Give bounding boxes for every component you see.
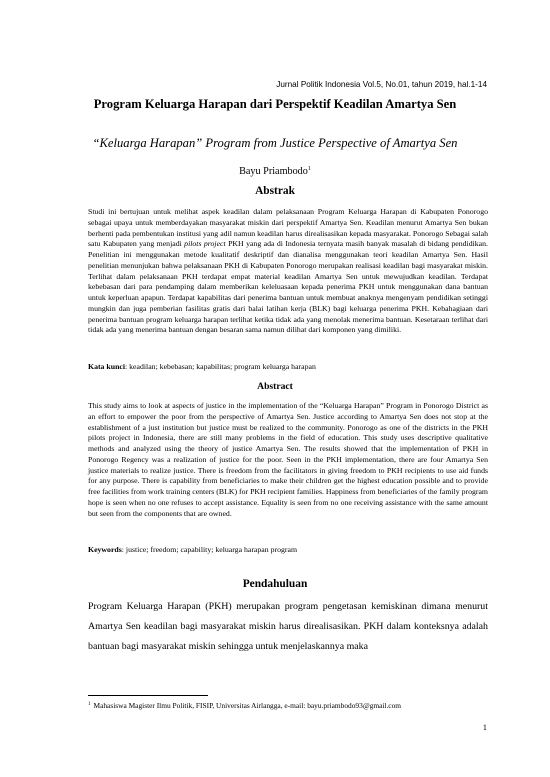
abstrak-text-italic: pilots project: [184, 239, 226, 249]
pendahuluan-heading: Pendahuluan: [242, 578, 308, 590]
pendahuluan-text: Program Keluarga Harapan (PKH) merupakan program pengetasan kemiskinan dimana menurut Amartya Sen keadilan bagi masyarakat miskin harus direalisasikan. PKH dalam konteksnya adalah bantuan bagi masyarakat miskin sehingga untuk menjelaskannya maka: [88, 601, 488, 652]
footnote-mark: 1: [88, 702, 91, 707]
page-number: 1: [482, 722, 487, 732]
footnote: [88, 701, 508, 710]
abstract-keywords-label: Keywords: [88, 545, 122, 554]
abstract-text: This study aims to look at aspects of justice in the implementation of the “Keluarga Harapan” Program in Ponorogo District as an effort to empower the poor from the perspective of Amartya Sen. Justice according to Amartya Sen does not stop at the establishment of a just institution but justice must be realized to the community. Ponorogo as one of the districts in the PKH pilots project in Indonesia, there are still many problems in the field of education. This study uses descriptive qualitative methods and analyzed using the theory of justice Amartya Sen. The results showed that the implementation of PKH in Ponorogo Regency was a realization of justice for the poor. Seen in the PKH implementation, there are four Amartya Sen justice materials to realize justice. There is freedom from the facilitators in giving freedom to PKH recipients to use aid funds for any purpose. There is capability from beneficiaries to make their children get the highest education possible and to provide free facilities from work training centers (BLK) for PKH recipient families. Happiness from beneficiaries of the family program hope is seen when no one refuses to accept assistance. Equality is seen from no one receiving assistance with the same amount but seen from the components that are owned.: [88, 401, 488, 518]
paper-subtitle: “Keluarga Harapan” Program from Justice Perspective of Amartya Sen: [92, 136, 458, 150]
abstrak-text-part-2: PKH yang ada di Indonesia ternyata masih banyak masalah di bidang pendidikan. Penelitian ini menggunakan metode kualitatif deskriptif dan dianalisa menggunakan teori keadilan Amartya Sen. Hasil penelitian menunjukan bahwa pelaksanaan PKH di Kabupaten Ponorogo merupakan realisasi keadilan bagi masyarakat miskin. Terlihat dalam pelaksanaan PKH terdapat empat material keadilan Amartya Sen untuk mewujudkan keadilan. Terdapat kebebasan dari para pendamping dalam memberikan keleluasaan kepada penerima PKH untuk menggunakan dana bantuan untuk keperluan apapun. Terdapat kapabilitas dari penerima bantuan untuk membuat anaknya mengenyam pendidikan setinggi mungkin dan juga pemberian fasilitas gratis dari balai latihan kerja (BLK) bagi keluarga penerima PKH. Kebahagiaan dari penerima bantuan program keluarga harapan terlihat ketika tidak ada yang menolak menerima bantuan. Kesetaraan terlihat dari tidak ada yang menerima bantuan dengan besaran sama namun dilihat dari komponen yang dimiliki.: [88, 239, 488, 335]
abstrak-keywords-label: Kata kunci: [88, 362, 126, 371]
abstract-keywords-values: : justice; freedom; capability; keluarga harapan program: [121, 545, 298, 554]
abstrak-text-part-1: Studi ini bertujuan untuk melihat aspek keadilan dalam pelaksanaan Program Keluarga Harapan di Kabupaten Ponorogo sebagai upaya untuk memberdayakan masyarakat miskin dari perspektif Amartya Sen. Keadilan menurut Amartya Sen bukan berhenti pada pembentukan institusi yang adil namun keadilan harus direalisasikan kepada masyarakat. Ponorogo Sebagai salah satu Kabupaten yang menjadi: [88, 207, 488, 249]
abstrak-keywords-values: : keadilan; kebebasan; kapabilitas; program keluarga harapan: [125, 362, 316, 371]
footnote-divider: [88, 695, 208, 696]
journal-header: Jurnal Politik Indonesia Vol.5, No.01, tahun 2019, hal.1-14: [276, 80, 487, 89]
abstrak-text: [88, 207, 488, 336]
abstract-heading: Abstract: [257, 381, 293, 392]
paper-title: Program Keluarga Harapan dari Perspektif Keadilan Amartya Sen: [93, 97, 457, 111]
author-footnote-mark: 1: [307, 166, 311, 172]
author-line: [0, 166, 550, 177]
footnote-text: Mahasiswa Magister Ilmu Politik, FISIP, Universitas Airlangga, e-mail: bayu.priambodo93@gmail.com: [93, 701, 402, 710]
abstrak-keywords: [88, 362, 488, 372]
abstrak-heading: Abstrak: [255, 185, 295, 197]
author-name: Bayu Priambodo: [239, 166, 308, 177]
abstract-keywords: [88, 545, 488, 555]
